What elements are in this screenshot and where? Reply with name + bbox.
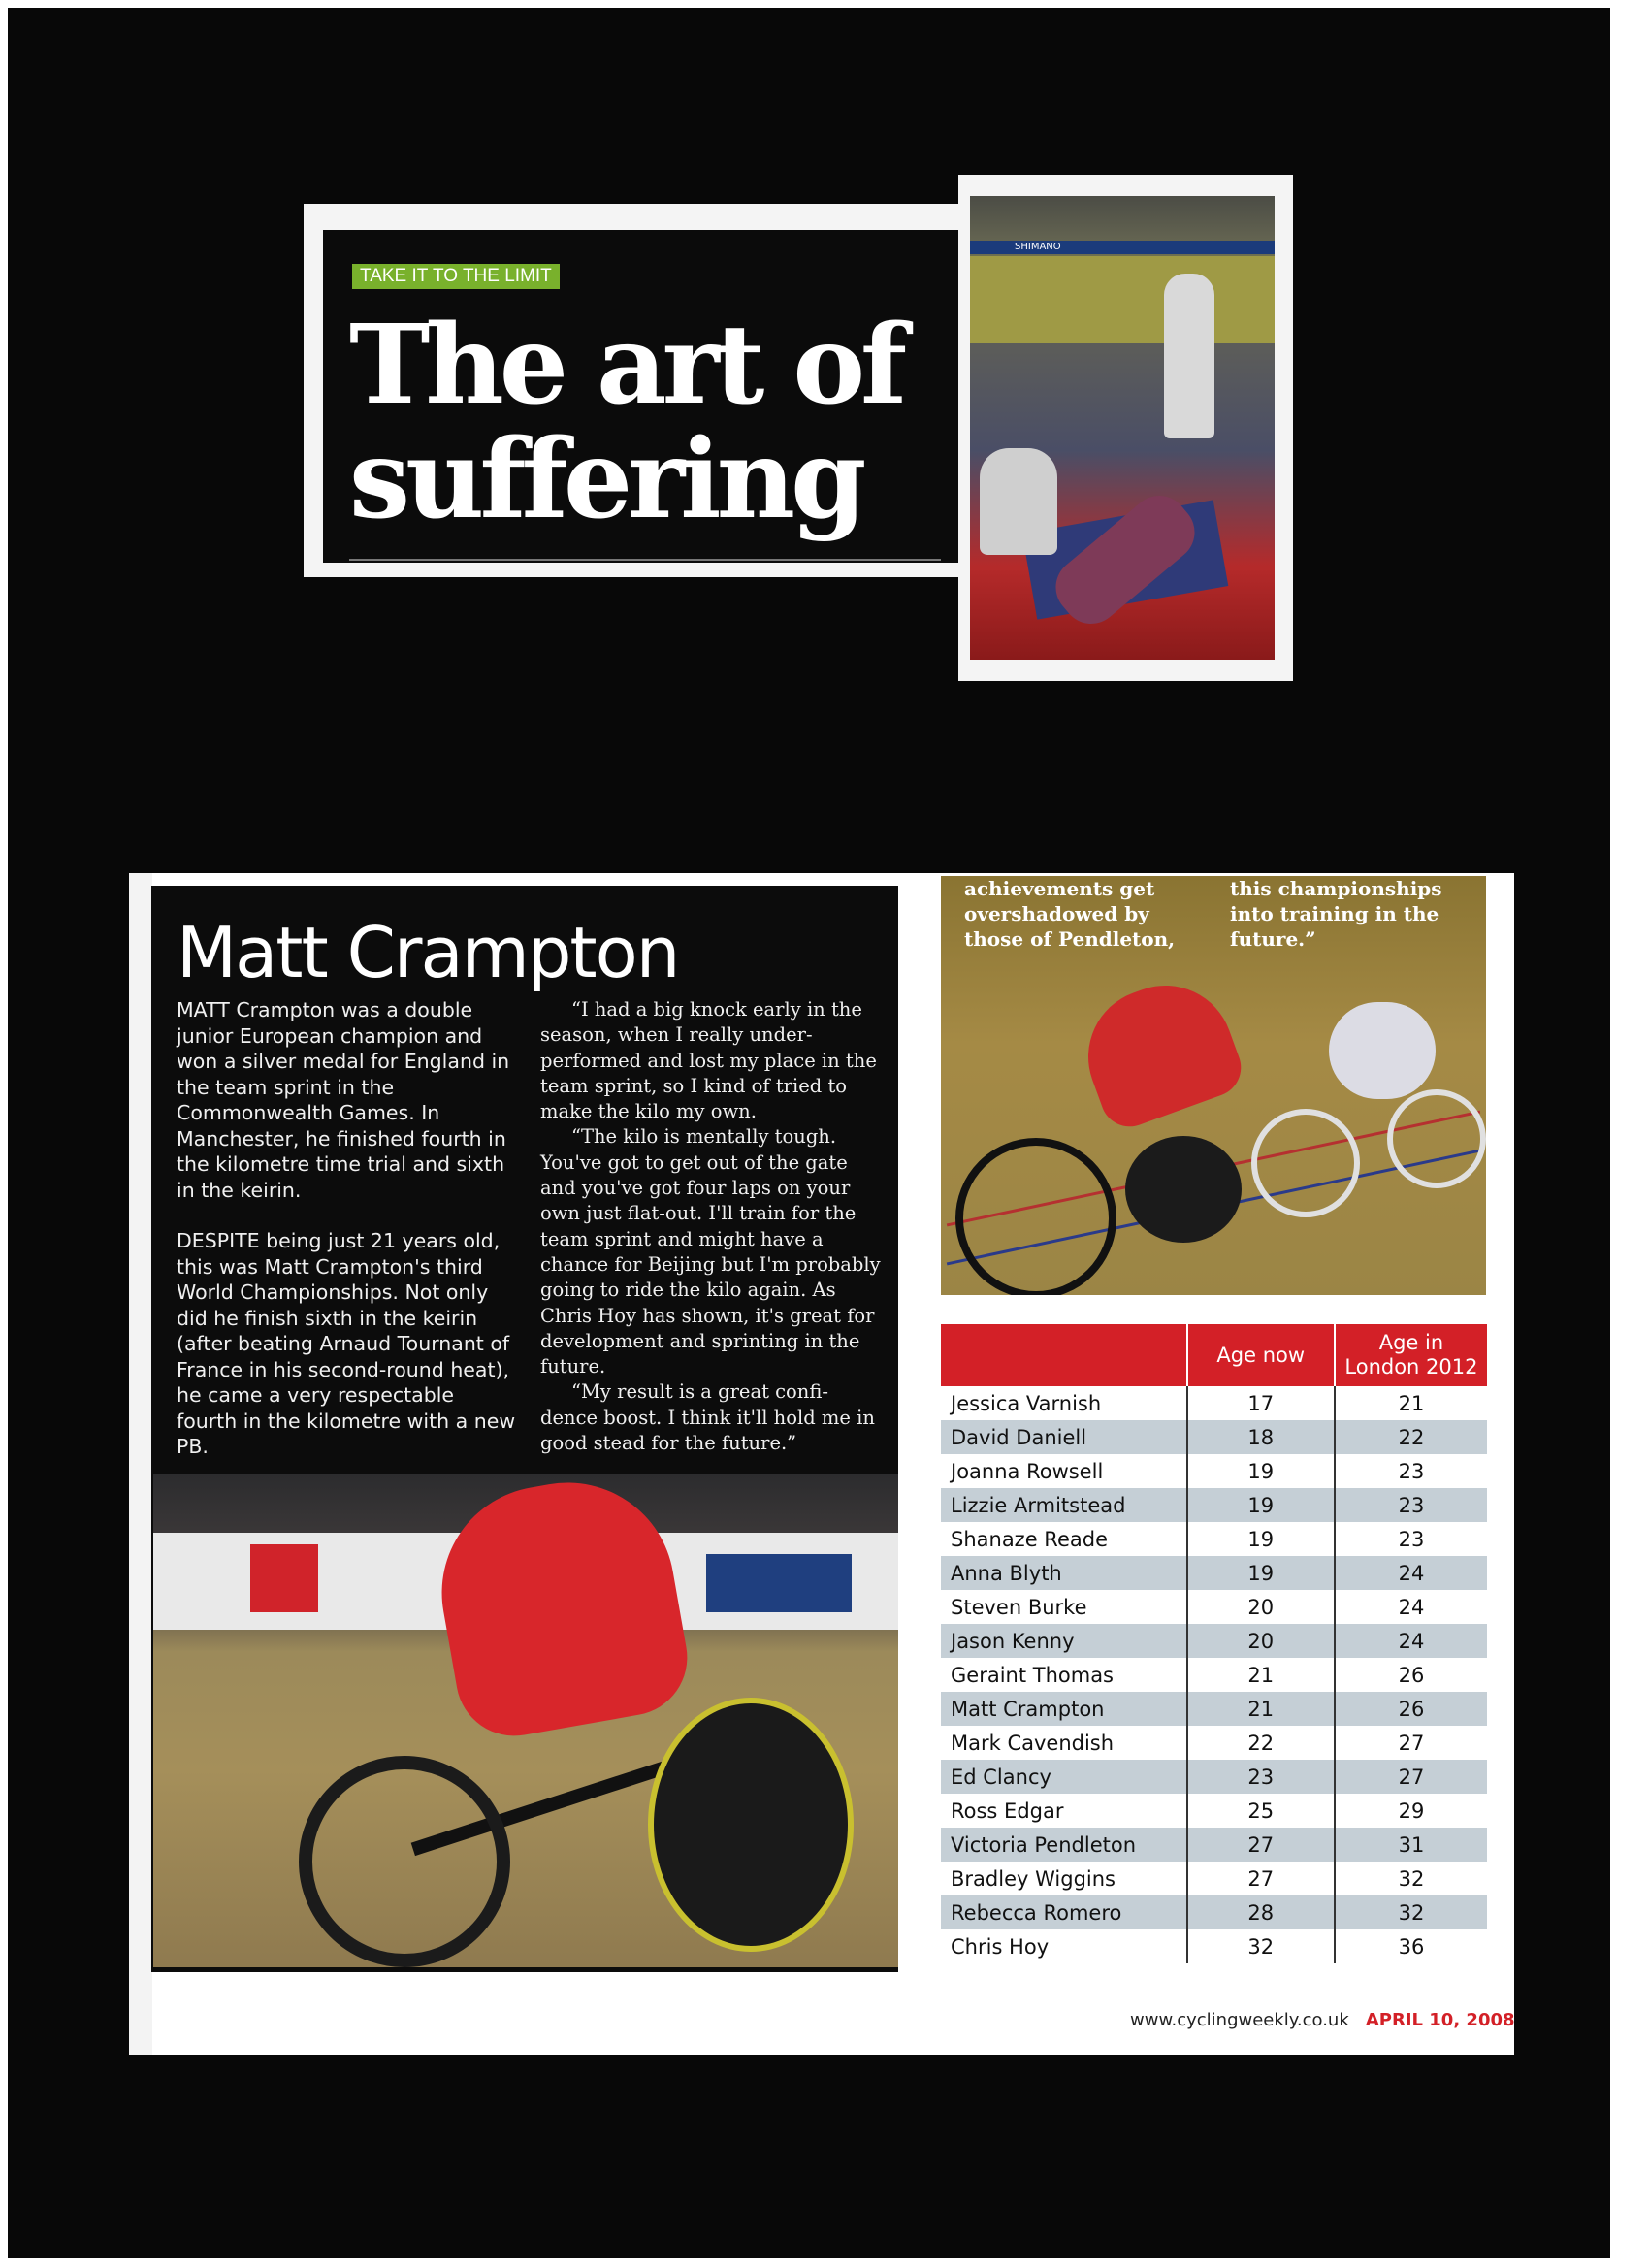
rider-name-cell: Chris Hoy bbox=[951, 1934, 1050, 1959]
age-now-cell: 18 bbox=[1187, 1420, 1335, 1454]
article-column-left bbox=[177, 997, 518, 1485]
page-headline bbox=[349, 302, 951, 543]
pull-quote-right: this championships into training in the future.” bbox=[1230, 877, 1442, 951]
table-row bbox=[941, 1386, 1487, 1420]
age-london-cell: 26 bbox=[1335, 1658, 1487, 1692]
paragraph: DESPITE being just 21 years old, this was Matt Crampton's third World Championships. Not only did he finish sixth in the keirin (after beating Arnaud Tournant of France in his second-round heat), he came a very respectable fourth in the kilometre with a new PB. bbox=[177, 1229, 516, 1458]
photo-wheel bbox=[1387, 1089, 1486, 1188]
photo-track bbox=[970, 256, 1275, 343]
section-kicker: TAKE IT TO THE LIMIT bbox=[352, 264, 560, 289]
column-header-age-london: Age in London 2012 bbox=[1335, 1324, 1487, 1386]
photo-standing-man bbox=[1164, 274, 1214, 438]
paragraph: “The kilo is mentally tough. You've got to get out of the gate and you've got four laps on your own just flat-out. I'll train for the team sprint and might have a chance for Beijing but I'm probably going to ride the kilo again. As Chris Hoy has shown, it's great for development and sprinting in the future. bbox=[540, 1125, 881, 1378]
rider-name-cell: Lizzie Armitstead bbox=[941, 1488, 1187, 1522]
photo-lead-rider bbox=[1069, 966, 1248, 1134]
age-london-cell: 24 bbox=[1335, 1624, 1487, 1658]
page-footer bbox=[1130, 2010, 1515, 2030]
photo-wheel bbox=[955, 1138, 1116, 1295]
pull-quote-left: achievements get overshadowed by those of Pendleton, bbox=[964, 877, 1176, 951]
photo-blue-logo bbox=[706, 1554, 852, 1612]
table-row bbox=[941, 1556, 1487, 1590]
photo-red-logo bbox=[250, 1544, 318, 1612]
age-london-cell: 23 bbox=[1335, 1522, 1487, 1556]
photo-front-wheel bbox=[299, 1756, 510, 1967]
age-now-cell: 19 bbox=[1187, 1556, 1335, 1590]
photo-wheel bbox=[1125, 1136, 1242, 1243]
age-london-cell: 24 bbox=[1335, 1556, 1487, 1590]
rider-photo bbox=[153, 1474, 898, 1967]
paragraph: MATT Crampton was a double junior European champion and won a silver medal for England in the team sprint in the Commonwealth Games. In Manchester, he finished fourth in the kilometre time trial and sixth in the keirin. bbox=[177, 998, 510, 1202]
article-title: Matt Crampton bbox=[177, 912, 679, 993]
table-row bbox=[941, 1522, 1487, 1556]
age-now-cell: 17 bbox=[1187, 1386, 1335, 1420]
age-london-cell: 32 bbox=[1335, 1862, 1487, 1895]
photo-medic bbox=[980, 448, 1057, 555]
age-london-cell: 23 bbox=[1335, 1454, 1487, 1488]
age-now-cell: 27 bbox=[1187, 1828, 1335, 1862]
age-london-cell: 23 bbox=[1335, 1488, 1487, 1522]
paragraph: “My result is a great confi-dence boost. I think it'll hold me in good stead for the future.” bbox=[540, 1380, 875, 1455]
age-now-cell: 20 bbox=[1187, 1590, 1335, 1624]
age-now-cell: 32 bbox=[1187, 1929, 1335, 1963]
rider-name-cell: Shanaze Reade bbox=[951, 1527, 1108, 1551]
age-now-cell: 19 bbox=[1187, 1488, 1335, 1522]
table-row bbox=[941, 1692, 1487, 1726]
rider-name-cell: Jessica Varnish bbox=[951, 1391, 1102, 1415]
headline-line-2: suffering bbox=[349, 416, 862, 543]
age-now-cell: 23 bbox=[1187, 1760, 1335, 1794]
table-row bbox=[941, 1658, 1487, 1692]
table-row bbox=[941, 1726, 1487, 1760]
age-london-cell: 24 bbox=[1335, 1590, 1487, 1624]
age-london-cell: 32 bbox=[1335, 1895, 1487, 1929]
race-photo bbox=[941, 876, 1486, 1295]
age-now-cell: 25 bbox=[1187, 1794, 1335, 1828]
headline-line-1: The art of bbox=[349, 302, 903, 429]
footer-date: APRIL 10, 2008 bbox=[1365, 2010, 1515, 2030]
age-now-cell: 28 bbox=[1187, 1895, 1335, 1929]
age-london-cell: 22 bbox=[1335, 1420, 1487, 1454]
age-now-cell: 27 bbox=[1187, 1862, 1335, 1895]
table-row bbox=[941, 1929, 1487, 1963]
table-row bbox=[941, 1590, 1487, 1624]
table-row bbox=[941, 1624, 1487, 1658]
table-row bbox=[941, 1828, 1487, 1862]
age-now-cell: 19 bbox=[1187, 1454, 1335, 1488]
rider-name-cell: Ross Edgar bbox=[951, 1798, 1064, 1823]
photo-rider bbox=[425, 1474, 696, 1745]
photo-sponsor-text: SHIMANO bbox=[1015, 242, 1061, 252]
rider-name-cell: Rebecca Romero bbox=[941, 1895, 1187, 1929]
table-row bbox=[941, 1420, 1487, 1454]
article-column-right bbox=[540, 997, 885, 1456]
rider-name-cell: Geraint Thomas bbox=[951, 1663, 1114, 1687]
rider-name-cell: Steven Burke bbox=[951, 1595, 1087, 1619]
rider-name-cell: Anna Blyth bbox=[941, 1556, 1187, 1590]
table-row bbox=[941, 1895, 1487, 1929]
rider-name-cell: Mark Cavendish bbox=[951, 1731, 1115, 1755]
age-london-cell: 26 bbox=[1335, 1692, 1487, 1726]
column-header-name bbox=[941, 1324, 1187, 1386]
age-now-cell: 20 bbox=[1187, 1624, 1335, 1658]
rider-name-cell: Bradley Wiggins bbox=[951, 1866, 1116, 1891]
rider-name-cell: Jason Kenny bbox=[941, 1624, 1187, 1658]
table-row bbox=[941, 1862, 1487, 1895]
headline-rule bbox=[349, 559, 941, 561]
table-row bbox=[941, 1488, 1487, 1522]
age-london-cell: 36 bbox=[1335, 1929, 1487, 1963]
age-london-cell: 27 bbox=[1335, 1760, 1487, 1794]
ages-table bbox=[941, 1324, 1487, 1963]
rider-name-cell: Victoria Pendleton bbox=[941, 1828, 1187, 1862]
table-row bbox=[941, 1454, 1487, 1488]
rider-name-cell: Joanna Rowsell bbox=[951, 1459, 1104, 1483]
footer-url: www.cyclingweekly.co.uk bbox=[1130, 2010, 1349, 2030]
age-now-cell: 19 bbox=[1187, 1522, 1335, 1556]
physio-photo bbox=[970, 196, 1275, 660]
table-row bbox=[941, 1794, 1487, 1828]
photo-rear-disc-wheel bbox=[648, 1698, 854, 1952]
rider-name-cell: David Daniell bbox=[941, 1420, 1187, 1454]
ages-table-body bbox=[941, 1386, 1487, 1963]
photo-wheel bbox=[1251, 1109, 1360, 1217]
photo-second-rider bbox=[1329, 1002, 1436, 1099]
table-row bbox=[941, 1760, 1487, 1794]
age-london-cell: 27 bbox=[1335, 1726, 1487, 1760]
table-header-row bbox=[941, 1324, 1487, 1386]
rider-name-cell: Matt Crampton bbox=[941, 1692, 1187, 1726]
age-now-cell: 21 bbox=[1187, 1692, 1335, 1726]
age-london-cell: 31 bbox=[1335, 1828, 1487, 1862]
age-now-cell: 21 bbox=[1187, 1658, 1335, 1692]
column-header-age-now: Age now bbox=[1187, 1324, 1335, 1386]
age-london-cell: 29 bbox=[1335, 1794, 1487, 1828]
clipping-edge bbox=[129, 873, 152, 2055]
paragraph: “I had a big knock early in the season, when I really under-performed and lost my place in the team sprint, so I kind of tried to make the kilo my own. bbox=[540, 998, 877, 1123]
age-london-cell: 21 bbox=[1335, 1386, 1487, 1420]
age-now-cell: 22 bbox=[1187, 1726, 1335, 1760]
rider-name-cell: Ed Clancy bbox=[941, 1760, 1187, 1794]
